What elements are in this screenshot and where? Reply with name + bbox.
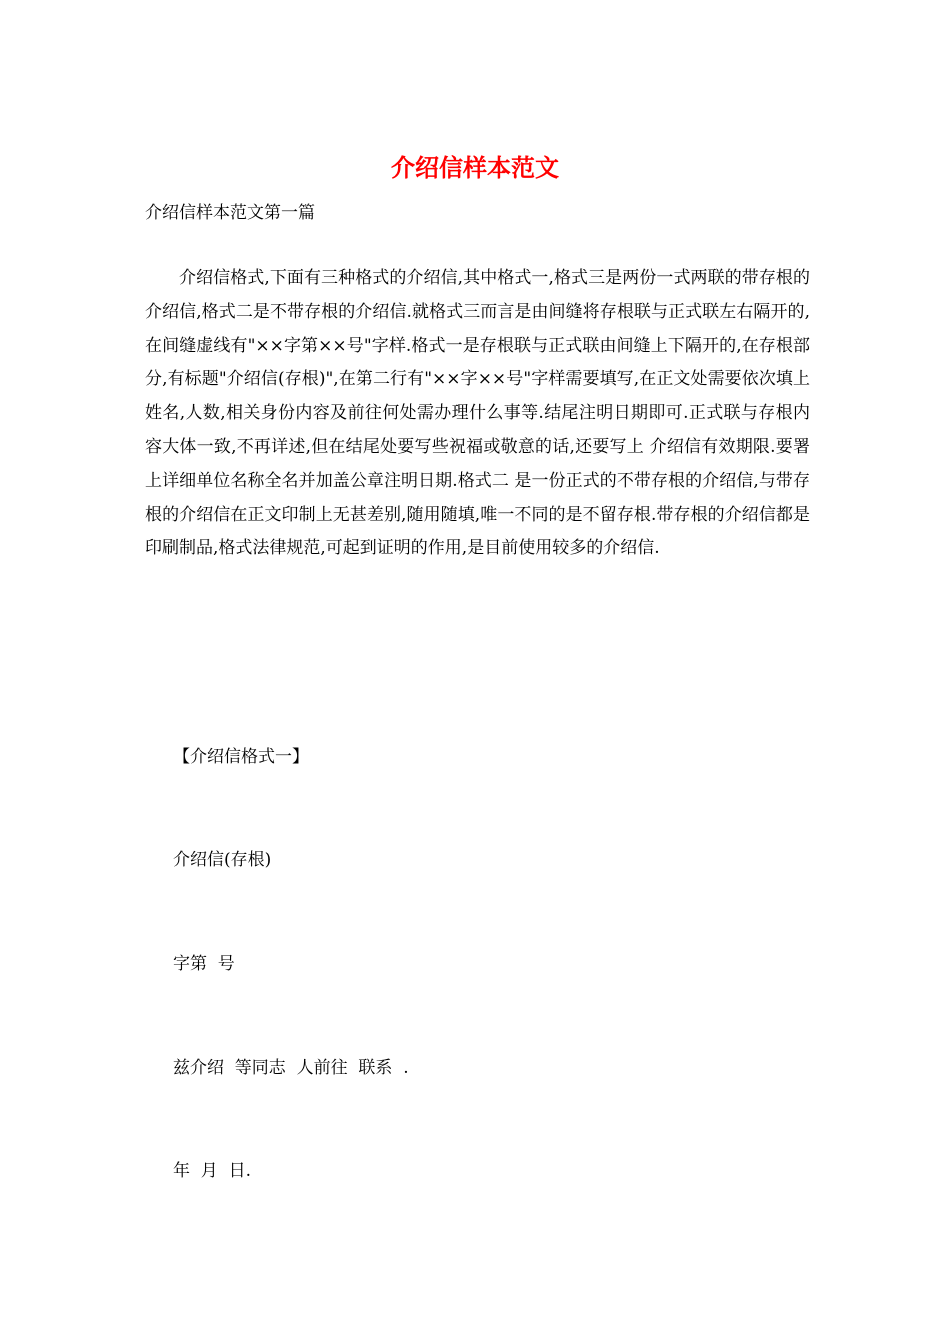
date-line: 年 月 日. bbox=[173, 1161, 252, 1181]
body-paragraph: 介绍信格式,下面有三种格式的介绍信,其中格式一,格式三是两份一式两联的带存根的介绍信,格式二是不带存根的介绍信.就格式三而言是由间缝将存根联与正式联左右隔开的,在间缝虚线有"××字第××号"字样.格式一是存根联与正式联由间缝上下隔开的,在存根部分,有标题"介绍信(存根)",在第二行有"××字××号"字样需要填写,在正文处需要依次填上姓名,人数,相关身份内容及前往何处需办理什么事等.结尾注明日期即可.正式联与存根内容大体一致,不再详述,但在结尾处要写些祝福或敬意的话,还要写上 介绍信有效期限.要署上详细单位名称全名并加盖公章注明日期.格式二 是一份正式的不带存根的介绍信,与带存根的介绍信在正文印制上无甚差别,随用随填,唯一不同的是不留存根.带存根的介绍信都是印刷制品,格式法律规范,可起到证明的作用,是目前使用较多的介绍信. bbox=[145, 268, 810, 559]
stub-title: 介绍信(存根) bbox=[173, 850, 272, 870]
section-heading: 介绍信样本范文第一篇 bbox=[145, 203, 315, 223]
format-heading: 【介绍信格式一】 bbox=[173, 747, 309, 767]
document-title: 介绍信样本范文 bbox=[391, 153, 559, 182]
reference-number-line: 字第 号 bbox=[173, 954, 235, 974]
introduction-line: 兹介绍 等同志 人前往 联系 . bbox=[173, 1058, 409, 1078]
